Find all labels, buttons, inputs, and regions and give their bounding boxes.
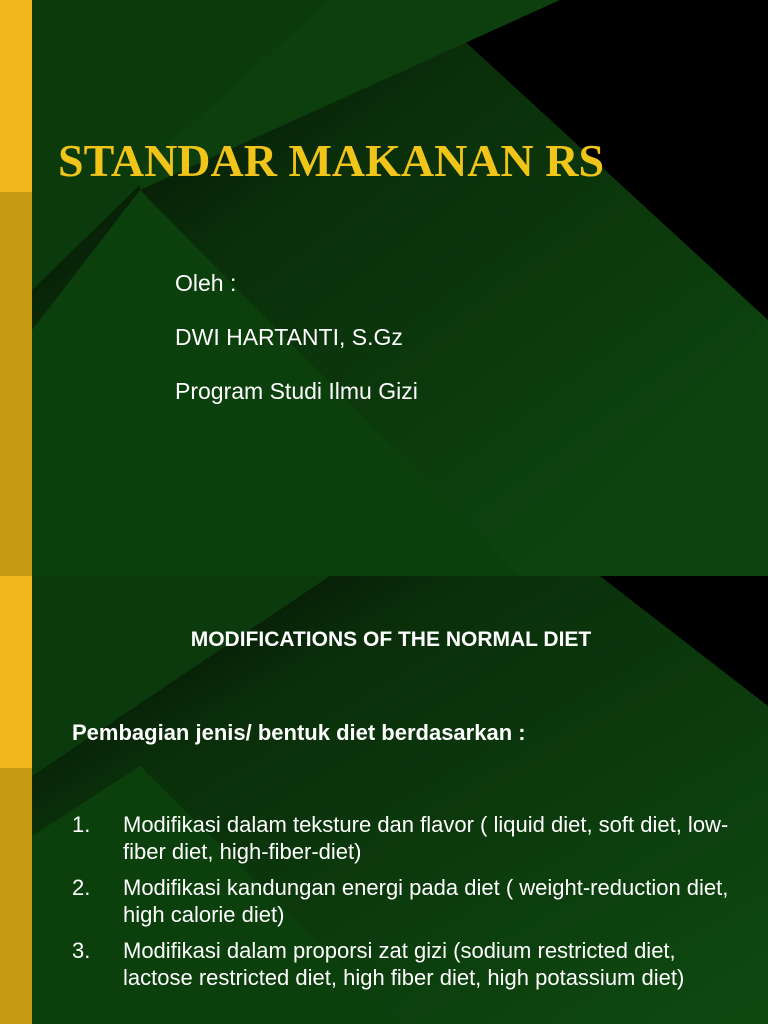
accent-bar xyxy=(0,576,32,768)
program-name: Program Studi Ilmu Gizi xyxy=(175,378,418,404)
list-item xyxy=(72,811,732,865)
list-number: 3. xyxy=(72,938,91,963)
list-number: 1. xyxy=(72,812,91,837)
slide-heading: MODIFICATIONS OF THE NORMAL DIET xyxy=(190,628,592,651)
accent-bar xyxy=(0,0,32,192)
diet-list xyxy=(72,811,732,1000)
list-text: Modifikasi dalam teksture dan flavor ( liquid diet, soft diet, low-fiber diet, high-fiber-diet) xyxy=(123,812,729,864)
list-text: Modifikasi dalam proporsi zat gizi (sodium restricted diet, lactose restricted diet, high fiber diet, high potassium diet) xyxy=(123,938,685,990)
list-item xyxy=(72,937,732,991)
author-label: Oleh : xyxy=(175,270,237,296)
list-text: Modifikasi kandungan energi pada diet ( weight-reduction diet, high calorie diet) xyxy=(123,875,729,927)
list-number: 2. xyxy=(72,875,91,900)
slide-title: STANDAR MAKANAN RS xyxy=(58,135,605,186)
author-name: DWI HARTANTI, S.Gz xyxy=(175,324,403,350)
list-item xyxy=(72,874,732,928)
slide-subheading: Pembagian jenis/ bentuk diet berdasarkan : xyxy=(72,720,526,745)
content-slide xyxy=(0,576,768,1024)
